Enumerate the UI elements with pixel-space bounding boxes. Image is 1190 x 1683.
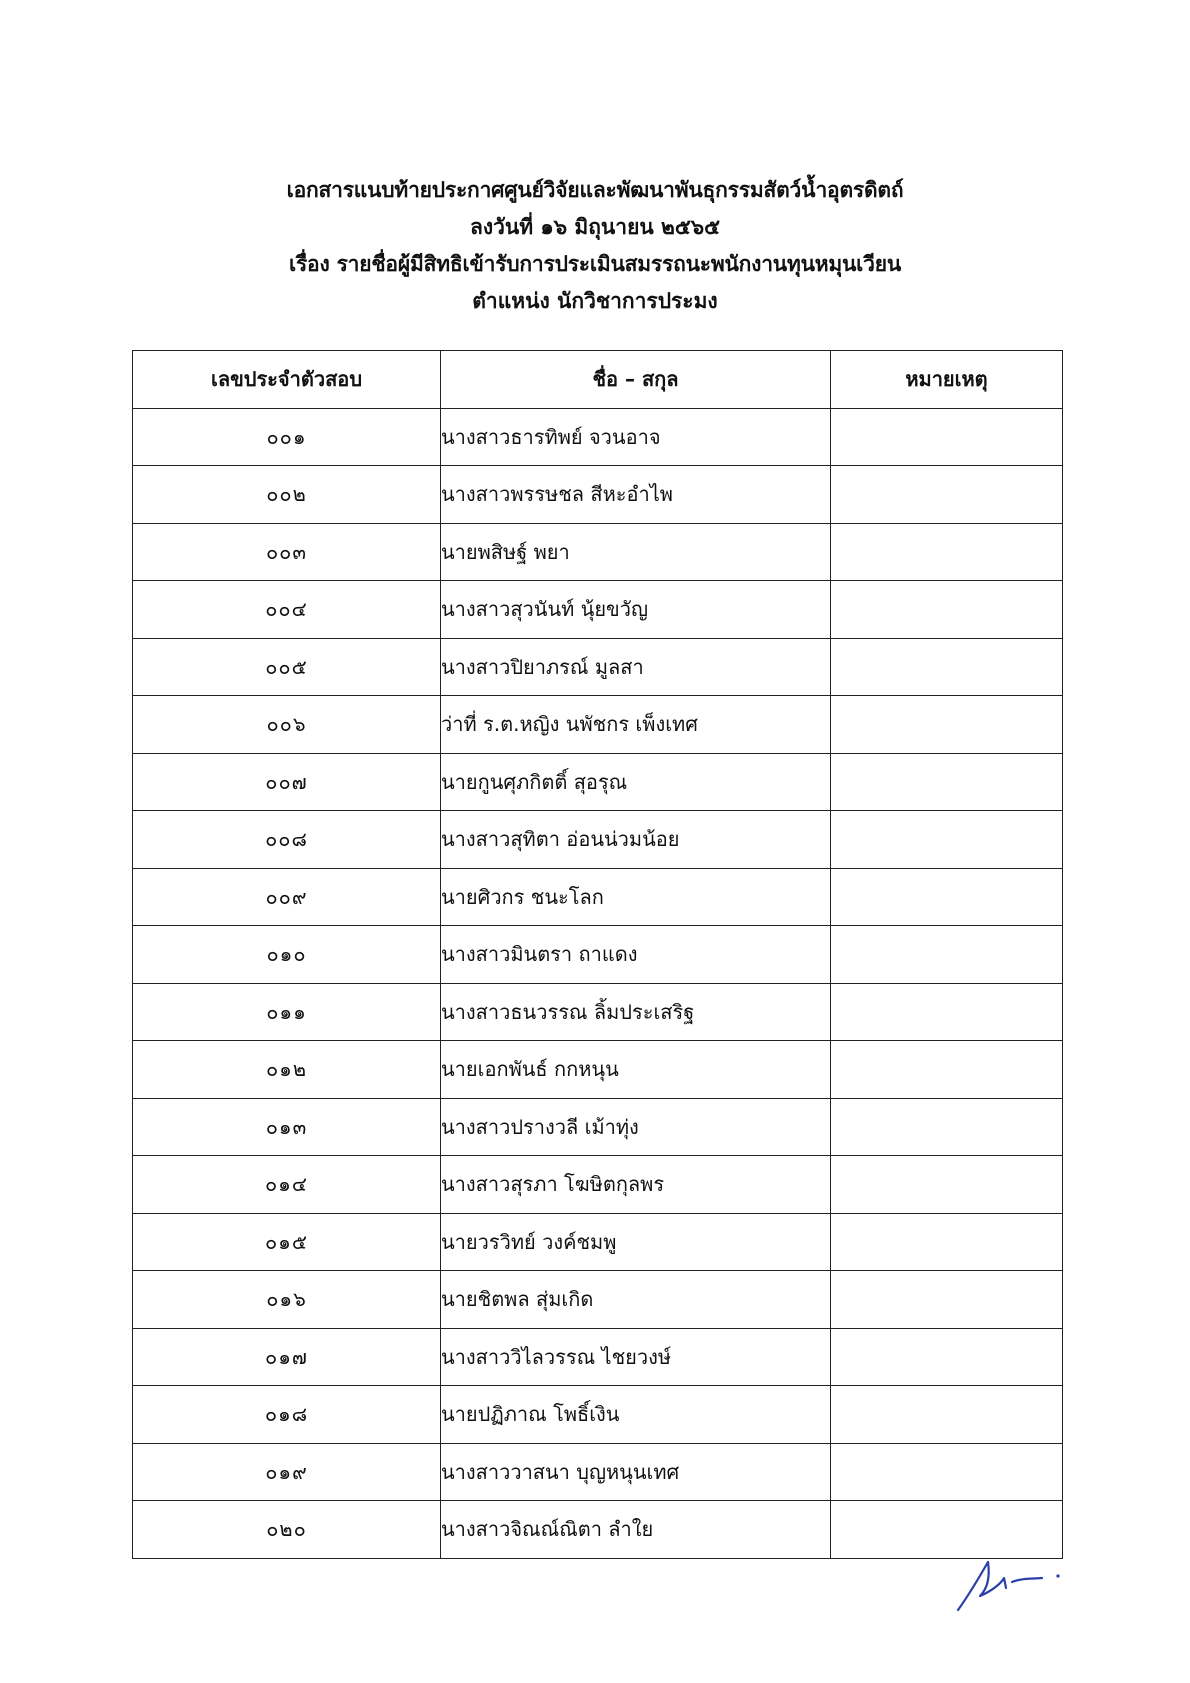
table-row [133, 1041, 1063, 1099]
exam-id-cell: ๐๐๓ [133, 523, 441, 581]
exam-id-cell: ๐๐๙ [133, 868, 441, 926]
table-row [133, 466, 1063, 524]
exam-id-cell: ๐๑๐ [133, 926, 441, 984]
remarks-cell [831, 696, 1063, 754]
column-header-exam-id: เลขประจำตัวสอบ [133, 351, 441, 409]
exam-id-cell: ๐๐๑ [133, 408, 441, 466]
header-position: ตำแหน่ง นักวิชาการประมง [472, 289, 718, 313]
table-row [133, 1386, 1063, 1444]
exam-id-cell: ๐๐๕ [133, 638, 441, 696]
signature-stroke [958, 1562, 1006, 1610]
full-name-cell: นางสาววาสนา บุญหนุนเทศ [441, 1443, 831, 1501]
header-date: ลงวันที่ ๑๖ มิถุนายน ๒๕๖๕ [469, 215, 721, 239]
table-body [133, 408, 1063, 1558]
remarks-cell [831, 581, 1063, 639]
remarks-cell [831, 868, 1063, 926]
header-title: เอกสารแนบท้ายประกาศศูนย์วิจัยและพัฒนาพันธุกรรมสัตว์น้ำอุตรดิตถ์ [286, 178, 904, 202]
signature-dot [1056, 1574, 1059, 1577]
exam-id-cell: ๐๑๖ [133, 1271, 441, 1329]
exam-id-cell: ๐๑๗ [133, 1328, 441, 1386]
remarks-cell [831, 753, 1063, 811]
remarks-cell [831, 523, 1063, 581]
full-name-cell: นายศิวกร ชนะโลก [441, 868, 831, 926]
full-name-cell: นางสาวสุทิตา อ่อนน่วมน้อย [441, 811, 831, 869]
table-row [133, 753, 1063, 811]
full-name-cell: นายพสิษฐ์ พยา [441, 523, 831, 581]
exam-id-cell: ๐๐๒ [133, 466, 441, 524]
table-row [133, 1271, 1063, 1329]
table-header-row [133, 351, 1063, 409]
full-name-cell: ว่าที่ ร.ต.หญิง นพัชกร เพ็งเทศ [441, 696, 831, 754]
exam-id-cell: ๐๑๕ [133, 1213, 441, 1271]
exam-id-cell: ๐๐๘ [133, 811, 441, 869]
candidate-table [132, 350, 1063, 1559]
table-row [133, 926, 1063, 984]
remarks-cell [831, 466, 1063, 524]
full-name-cell: นางสาวธนวรรณ ลิ้มประเสริฐ [441, 983, 831, 1041]
remarks-cell [831, 983, 1063, 1041]
exam-id-cell: ๐๐๗ [133, 753, 441, 811]
full-name-cell: นายวรวิทย์ วงค์ชมพู [441, 1213, 831, 1271]
full-name-cell: นายปฏิภาณ โพธิ์เงิน [441, 1386, 831, 1444]
table-row [133, 581, 1063, 639]
remarks-cell [831, 1271, 1063, 1329]
exam-id-cell: ๐๑๓ [133, 1098, 441, 1156]
full-name-cell: นางสาวพรรษชล สีหะอำไพ [441, 466, 831, 524]
full-name-cell: นางสาวจิณณ์ณิตา ลำใย [441, 1501, 831, 1559]
remarks-cell [831, 408, 1063, 466]
exam-id-cell: ๐๑๑ [133, 983, 441, 1041]
table-row [133, 1328, 1063, 1386]
table-row [133, 811, 1063, 869]
full-name-cell: นายเอกพันธ์ กกหนุน [441, 1041, 831, 1099]
header-subject: เรื่อง รายชื่อผู้มีสิทธิเข้ารับการประเมินสมรรถนะพนักงานทุนหมุนเวียน [288, 252, 902, 276]
exam-id-cell: ๐๐๖ [133, 696, 441, 754]
table-row [133, 638, 1063, 696]
remarks-cell [831, 811, 1063, 869]
column-header-remarks: หมายเหตุ [831, 351, 1063, 409]
table-row [133, 408, 1063, 466]
table-row [133, 1098, 1063, 1156]
full-name-cell: นางสาวปรางวลี เม้าทุ่ง [441, 1098, 831, 1156]
remarks-cell [831, 926, 1063, 984]
full-name-cell: นางสาวมินตรา ถาแดง [441, 926, 831, 984]
exam-id-cell: ๐๐๔ [133, 581, 441, 639]
remarks-cell [831, 1386, 1063, 1444]
table-row [133, 1213, 1063, 1271]
exam-id-cell: ๐๑๔ [133, 1156, 441, 1214]
table-row [133, 1443, 1063, 1501]
remarks-cell [831, 1156, 1063, 1214]
full-name-cell: นางสาวธารทิพย์ จวนอาจ [441, 408, 831, 466]
remarks-cell [831, 1328, 1063, 1386]
column-header-full-name: ชื่อ – สกุล [441, 351, 831, 409]
document-header [0, 172, 1190, 320]
table-row [133, 868, 1063, 926]
exam-id-cell: ๐๒๐ [133, 1501, 441, 1559]
exam-id-cell: ๐๑๒ [133, 1041, 441, 1099]
table-row [133, 1156, 1063, 1214]
remarks-cell [831, 1041, 1063, 1099]
remarks-cell [831, 1098, 1063, 1156]
full-name-cell: นางสาวสุวนันท์ นุ้ยขวัญ [441, 581, 831, 639]
exam-id-cell: ๐๑๙ [133, 1443, 441, 1501]
full-name-cell: นายกูนศุภกิตติ์ สุอรุณ [441, 753, 831, 811]
signature-mark [950, 1548, 1070, 1618]
remarks-cell [831, 638, 1063, 696]
signature-tail [1012, 1578, 1042, 1582]
remarks-cell [831, 1443, 1063, 1501]
table-row [133, 696, 1063, 754]
full-name-cell: นางสาวสุรภา โฆษิตกุลพร [441, 1156, 831, 1214]
exam-id-cell: ๐๑๘ [133, 1386, 441, 1444]
table-row [133, 523, 1063, 581]
full-name-cell: นางสาวปิยาภรณ์ มูลสา [441, 638, 831, 696]
full-name-cell: นางสาววิไลวรรณ ไชยวงษ์ [441, 1328, 831, 1386]
table-row [133, 983, 1063, 1041]
remarks-cell [831, 1213, 1063, 1271]
full-name-cell: นายชิตพล สุ่มเกิด [441, 1271, 831, 1329]
table-row [133, 1501, 1063, 1559]
